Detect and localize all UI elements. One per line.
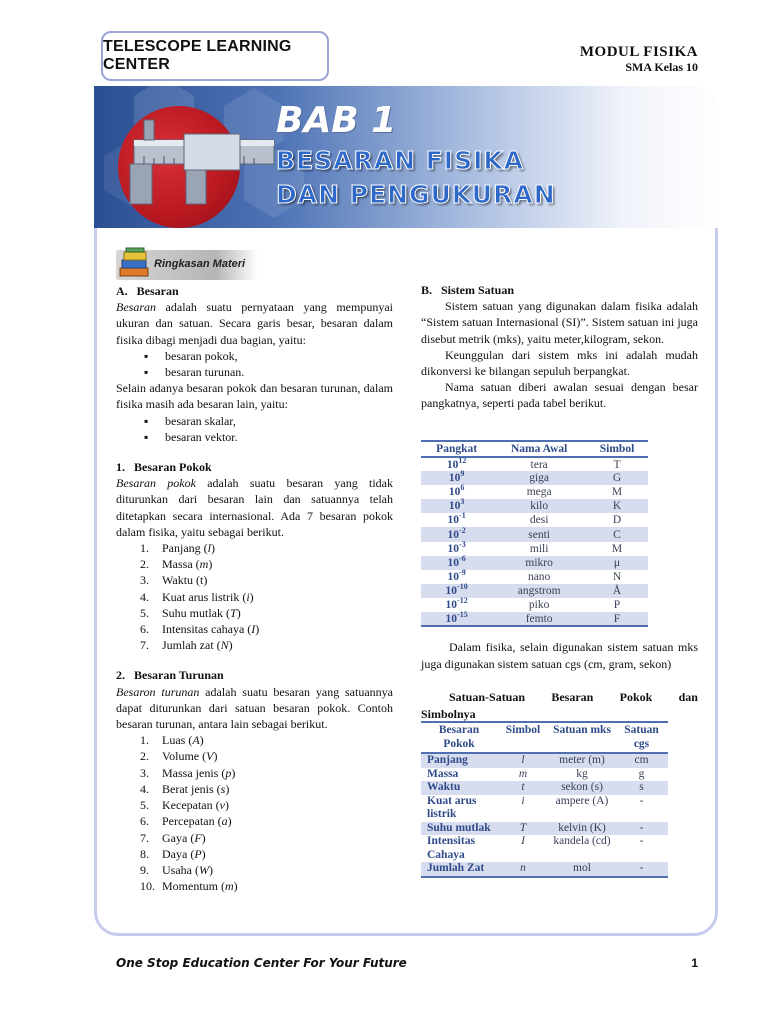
prefix-exponent: 12 (458, 455, 467, 465)
item-symbol: T (230, 605, 237, 620)
prefix-table (421, 440, 648, 627)
prefix-exponent: -1 (459, 511, 466, 521)
item-symbol: s (220, 781, 226, 796)
table-row (421, 835, 668, 862)
right-column (421, 282, 698, 412)
item-close: ) (225, 781, 230, 796)
item-number: 6. (140, 622, 149, 637)
item-close: ) (213, 749, 218, 764)
prefix-name: femto (492, 612, 586, 626)
section-a-text: adalah suatu pernyataan yang mempunyai ukuran dan satuan. Secara garis besar, besaran dalam fisika dibagi menjadi dua bagian, yaitu: (116, 300, 393, 347)
units-cgs: - (639, 794, 644, 807)
section-1-paragraph (116, 475, 393, 540)
item-number: 9. (140, 862, 149, 877)
list-item (140, 540, 393, 556)
prefix-name: senti (492, 527, 586, 541)
item-name: Daya ( (162, 846, 195, 861)
list-item (140, 862, 393, 878)
units-symbol: m (518, 767, 528, 780)
list-item: ▪ besaran pokok, (140, 348, 393, 364)
prefix-symbol: μ (586, 556, 648, 570)
units-symbol: t (497, 781, 549, 795)
prefix-power: $10^{-12}$ (445, 596, 468, 611)
units-mks: kandela (cd) (553, 835, 611, 847)
list-item (140, 572, 393, 588)
prefix-exponent: -2 (459, 525, 466, 535)
units-header-mks: Satuan mks (549, 722, 615, 753)
cgs-text: Dalam fisika, selain digunakan sistem satuan mks juga digunakan sistem satuan cgs (cm, gram, sekon) (421, 640, 698, 671)
units-quantity: Kuat arus listrik (427, 794, 477, 820)
item-name: Usaha ( (162, 862, 199, 877)
prefix-symbol: P (613, 598, 621, 611)
units-cgs: cm (615, 753, 668, 768)
prefix-exponent: -12 (457, 596, 468, 606)
prefix-symbol: M (611, 542, 623, 555)
units-header-quantity: Besaran Pokok (421, 722, 497, 753)
prefix-name: tera (530, 458, 548, 471)
footer-tagline: One Stop Education Center For Your Future (116, 956, 407, 970)
brand-box (101, 31, 329, 81)
table-row (421, 584, 648, 598)
units-quantity: Massa (427, 767, 459, 780)
chapter-title-line1: BESARAN FISIKA (276, 146, 525, 175)
units-symbol: n (497, 862, 549, 877)
item-number: 1. (140, 733, 149, 748)
units-symbol: l (497, 753, 549, 768)
list-item (140, 781, 393, 797)
cgs-paragraph (421, 639, 698, 672)
prefix-name: giga (492, 471, 586, 485)
prefix-power: $10^{12}$ (446, 455, 467, 471)
item-close: ) (224, 798, 229, 813)
item-symbol: N (220, 638, 229, 653)
base-quantity-list (116, 540, 393, 653)
item-close: ) (231, 765, 236, 780)
prefix-name: desi (529, 514, 549, 527)
list-item (140, 637, 393, 653)
term-besaran: Besaran (116, 300, 156, 315)
item-close: ) (236, 605, 241, 620)
units-symbol: I (521, 835, 525, 847)
prefix-symbol: D (612, 514, 622, 527)
prefix-symbol: Å (586, 584, 648, 598)
prefix-symbol: F (586, 612, 648, 626)
list-item (140, 589, 393, 605)
prefix-name: mikro (492, 556, 586, 570)
list-item: ▪ besaran skalar, (140, 413, 393, 429)
prefix-name: mega (526, 486, 552, 499)
units-quantity: Panjang (421, 753, 497, 768)
item-close: ) (228, 638, 233, 653)
prefix-exponent: -15 (457, 609, 468, 619)
prefix-exponent: -3 (459, 539, 466, 549)
units-quantity: Jumlah Zat (421, 862, 497, 877)
prefix-power: $10^{-15}$ (421, 612, 492, 626)
item-close: ) (199, 733, 204, 748)
table-row (421, 612, 648, 626)
item-symbol: W (198, 862, 209, 877)
table-row (421, 781, 668, 795)
item-symbol: F (194, 830, 202, 845)
list-item (140, 846, 393, 862)
table-row (421, 822, 668, 836)
section-1-title: 1. Besaran Pokok (116, 460, 212, 475)
section-b-title: B. Sistem Satuan (421, 283, 515, 297)
table-row (421, 795, 668, 822)
item-name: Massa jenis ( (162, 765, 226, 780)
prefix-header-power: Pangkat (421, 441, 492, 457)
brand-name: TELESCOPE LEARNING CENTER (103, 38, 292, 73)
item-number: 10. (140, 879, 155, 894)
item-number: 8. (140, 846, 149, 861)
prefix-exponent: -6 (459, 553, 466, 563)
item-symbol: l (207, 541, 211, 556)
item-name: Intensitas cahaya ( (162, 622, 252, 637)
page-number: 1 (691, 956, 698, 970)
prefix-header-name: Nama Awal (492, 441, 586, 457)
item-name: Massa ( (162, 557, 200, 572)
section-b-paragraph-2: Keunggulan dari sistem mks ini adalah mudah dikonversi ke bilangan sepuluh berpangkat. (421, 347, 698, 379)
units-header-symbol: Simbol (497, 722, 549, 753)
table-row (421, 598, 648, 612)
item-number: 5. (140, 798, 149, 813)
prefix-symbol: N (612, 570, 622, 583)
section-2-title: 2. Besaran Turunan (116, 668, 224, 683)
table-row (421, 457, 648, 471)
chapter-number: BAB 1 (276, 100, 397, 141)
item-number: 3. (140, 573, 149, 588)
table-row (421, 753, 668, 768)
term-besaran-pokok: Besaran pokok (116, 476, 196, 491)
prefix-name: piko (528, 598, 550, 611)
item-symbol: m (225, 879, 234, 894)
item-symbol: v (219, 798, 225, 813)
derived-quantity-list (116, 732, 393, 894)
prefix-exponent: -10 (457, 582, 468, 592)
prefix-name: kilo (492, 499, 586, 513)
chapter-title-line2: DAN PENGUKURAN (276, 180, 556, 209)
item-symbol: I (251, 622, 256, 637)
item-symbol: a (221, 814, 228, 829)
list-item (140, 765, 393, 781)
prefix-symbol: K (586, 499, 648, 513)
units-table-title: Satuan-Satuan Besaran Pokok dan Simbolnya (421, 690, 698, 721)
list-item (140, 797, 393, 813)
units-mks: meter (m) (549, 753, 615, 768)
module-grade: SMA Kelas 10 (625, 60, 698, 74)
item-name: Percepatan ( (162, 814, 222, 829)
table-row (421, 513, 648, 527)
list-item: ▪ besaran turunan. (140, 364, 393, 380)
prefix-power: $10^{-9}$ (447, 567, 466, 583)
units-cgs: - (615, 822, 668, 836)
section-b-paragraph-1: Sistem satuan yang digunakan dalam fisika adalah “Sistem satuan Internasional (SI)”. Sistem satuan ini juga disebut metrik (mks), yaitu meter,kilogram, sekon. (421, 299, 698, 346)
item-close: ) (208, 557, 213, 572)
units-quantity: Suhu mutlak (421, 822, 497, 836)
item-symbol: V (206, 749, 214, 764)
units-symbol: T (497, 822, 549, 836)
books-icon (118, 246, 150, 280)
prefix-exponent: 9 (460, 469, 465, 479)
table-row (421, 570, 648, 584)
summary-label: Ringkasan Materi (154, 258, 246, 270)
prefix-power: $10^{-3}$ (447, 539, 466, 555)
list-item (140, 732, 393, 748)
item-name: Jumlah zat ( (162, 638, 221, 653)
module-title: MODUL FISIKA (579, 44, 698, 60)
item-number: 1. (140, 541, 149, 556)
item-name: Berat jenis ( (162, 781, 221, 796)
units-mks: kelvin (K) (549, 822, 615, 836)
prefix-exponent: 3 (460, 497, 465, 507)
item-close: ) (201, 830, 206, 845)
item-close: ) (227, 814, 232, 829)
prefix-symbol: G (586, 471, 648, 485)
item-name: Luas ( (162, 733, 193, 748)
item-name: Momentum ( (162, 879, 225, 894)
prefix-power: $10^6$ (448, 483, 465, 499)
section-2-text: adalah suatu besaran yang satuannya dapat diturunkan dari satuan besaran pokok. Contoh besaran turunan, antara lain sebagai berikut. (116, 684, 393, 732)
prefix-power: $10^{-2}$ (421, 527, 492, 541)
list-item (140, 621, 393, 637)
item-number: 7. (140, 638, 149, 653)
units-quantity: Intensitas Cahaya (427, 835, 475, 861)
item-close: ) (249, 589, 254, 604)
table-row (421, 485, 648, 499)
units-cgs: - (639, 835, 644, 847)
term-besaran-turunan: Besaron turunan (116, 684, 200, 699)
item-symbol: p (225, 765, 232, 780)
list-item: ▪ besaran vektor. (140, 429, 393, 445)
table-row (421, 768, 668, 782)
prefix-name: nano (527, 570, 551, 583)
list-item (140, 748, 393, 764)
prefix-power: $10^{-1}$ (447, 511, 466, 527)
item-close: ) (208, 862, 213, 877)
item-close: ) (233, 879, 238, 894)
item-close: ) (201, 846, 206, 861)
item-name: Kecepatan ( (162, 798, 220, 813)
left-column (116, 283, 393, 894)
units-mks: sekon (s) (549, 781, 615, 795)
item-number: 2. (140, 557, 149, 572)
prefix-symbol: T (613, 458, 621, 471)
section-1-text: adalah suatu besaran yang tidak diturunkan dari besaran lain dan satuannya telah ditetapkan secara internasional. Ada 7 besaran pokok dalam fisika, yaitu sebagai berikut. (116, 476, 393, 539)
table-row (421, 862, 668, 877)
section-a-text2: Selain adanya besaran pokok dan besaran turunan, dalam fisika masih ada besaran lain, yaitu: (116, 381, 393, 412)
item-number: 4. (140, 589, 149, 604)
item-number: 7. (140, 830, 149, 845)
prefix-power: $10^{-6}$ (421, 556, 492, 570)
prefix-symbol: C (586, 527, 648, 541)
item-number: 2. (140, 749, 149, 764)
units-header-cgs: Satuan cgs (615, 722, 668, 753)
list-item (140, 830, 393, 846)
item-symbol: P (194, 846, 202, 861)
list-item (140, 605, 393, 621)
list-item (140, 813, 393, 829)
section-2-paragraph (116, 684, 393, 733)
units-symbol: i (521, 794, 525, 807)
item-number: 3. (140, 765, 149, 780)
item-symbol: A (192, 733, 200, 748)
prefix-name: mili (529, 542, 549, 555)
item-name: Suhu mutlak ( (162, 605, 230, 620)
list-item (140, 556, 393, 572)
table-row (421, 556, 648, 570)
section-a-paragraph (116, 299, 393, 348)
units-mks: kg (576, 767, 588, 780)
item-name: Kuat arus listrik ( (162, 589, 247, 604)
units-cgs: s (615, 781, 668, 795)
units-table (421, 721, 668, 878)
prefix-symbol: M (611, 486, 623, 499)
prefix-exponent: 6 (460, 483, 465, 493)
item-name: Panjang ( (162, 541, 208, 556)
list-item (140, 878, 393, 894)
units-cgs: g (638, 767, 645, 780)
item-name: Volume ( (162, 749, 207, 764)
table-row (421, 527, 648, 541)
prefix-exponent: -9 (459, 567, 466, 577)
item-name: Waktu (t) (162, 573, 208, 588)
table-row (421, 499, 648, 513)
item-number: 5. (140, 605, 149, 620)
item-close: ) (211, 541, 215, 556)
item-number: 6. (140, 814, 149, 829)
quantity-types-list (116, 348, 393, 380)
prefix-power: $10^{-10}$ (421, 584, 492, 598)
other-quantities-list (116, 413, 393, 445)
item-name: Gaya ( (162, 830, 195, 845)
item-number: 4. (140, 781, 149, 796)
prefix-name: angstrom (492, 584, 586, 598)
section-b-paragraph-3: Nama satuan diberi awalan sesuai dengan besar pangkatnya, seperti pada tabel berikut. (421, 380, 698, 411)
item-symbol: m (199, 557, 209, 572)
prefix-power: $10^3$ (421, 499, 492, 513)
item-symbol: i (246, 589, 250, 604)
table-row (421, 542, 648, 556)
prefix-header-symbol: Simbol (586, 441, 648, 457)
table-row (421, 471, 648, 485)
units-quantity: Waktu (421, 781, 497, 795)
units-mks: mol (549, 862, 615, 877)
prefix-power: $10^9$ (421, 471, 492, 485)
units-mks: ampere (A) (555, 794, 609, 807)
item-close: ) (255, 622, 260, 637)
section-a-title: A. Besaran (116, 284, 179, 298)
units-cgs: - (615, 862, 668, 877)
